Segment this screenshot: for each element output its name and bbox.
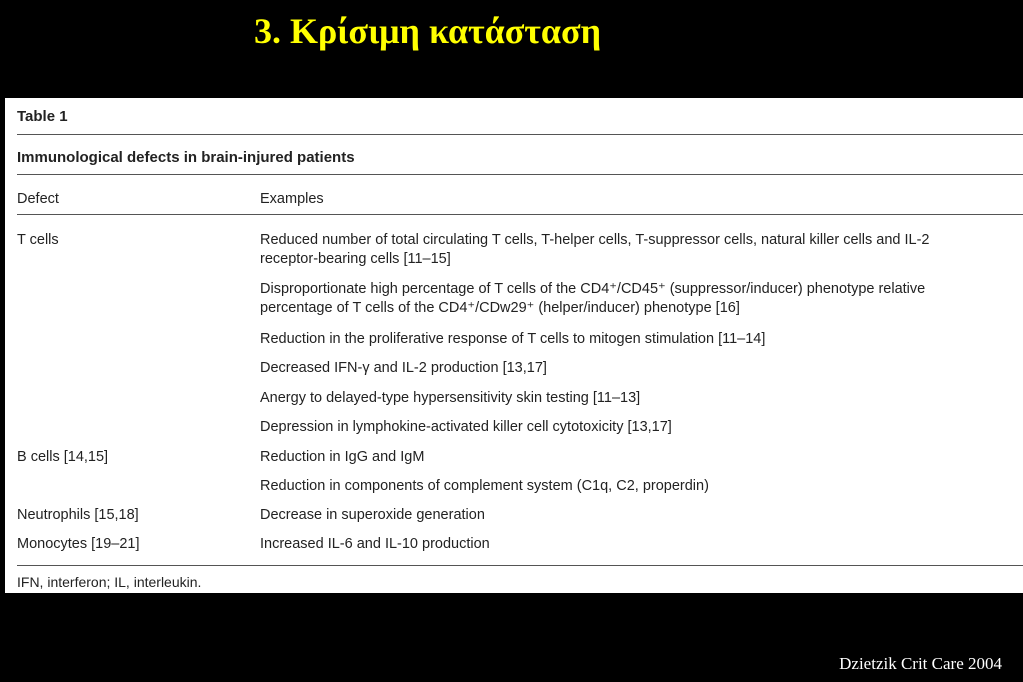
column-header-examples: Examples <box>260 191 324 207</box>
rule-top <box>17 134 1023 135</box>
example-line: Increased IL-6 and IL-10 production <box>260 536 490 552</box>
column-header-defect: Defect <box>17 191 59 207</box>
table-footnote: IFN, interferon; IL, interleukin. <box>17 574 202 590</box>
table-row-example <box>260 359 1023 378</box>
example-line: Depression in lymphokine-activated killer cell cytotoxicity [13,17] <box>260 419 672 435</box>
table-number: Table 1 <box>17 108 68 125</box>
rule-bottom <box>17 565 1023 566</box>
table-row-example <box>260 280 1023 318</box>
table-row-example <box>260 535 1023 554</box>
example-line: Decreased IFN-γ and IL-2 production [13,17] <box>260 360 547 376</box>
table-row-example <box>260 231 1023 269</box>
table-row-example <box>260 389 1023 408</box>
citation: Dzietzik Crit Care 2004 <box>839 654 1002 673</box>
example-line: percentage of T cells of the CD4⁺/CDw29⁺ (helper/inducer) phenotype [16] <box>260 300 740 316</box>
table-row-example <box>260 477 1023 496</box>
rule-under-header <box>17 214 1023 215</box>
table-panel <box>5 98 1023 593</box>
example-line: Decrease in superoxide generation <box>260 507 485 523</box>
example-line: receptor-bearing cells [11–15] <box>260 251 451 267</box>
example-line: Reduced number of total circulating T cells, T-helper cells, T-suppressor cells, natural killer cells and IL-2 <box>260 232 930 248</box>
table-row-defect: Monocytes [19–21] <box>17 536 140 552</box>
table-row-defect: T cells <box>17 232 59 248</box>
example-line: Reduction in components of complement system (C1q, C2, properdin) <box>260 478 709 494</box>
example-line: Anergy to delayed-type hypersensitivity skin testing [11–13] <box>260 390 641 406</box>
example-line: Disproportionate high percentage of T cells of the CD4⁺/CD45⁺ (suppressor/inducer) phenotype relative <box>260 281 926 297</box>
slide-title: 3. Κρίσιμη κατάσταση <box>253 11 602 51</box>
table-row-example <box>260 330 1023 349</box>
table-row-example <box>260 448 1023 467</box>
example-line: Reduction in IgG and IgM <box>260 449 425 465</box>
table-row-example <box>260 418 1023 437</box>
table-row-defect: B cells [14,15] <box>17 449 109 465</box>
table-title: Immunological defects in brain-injured patients <box>17 149 355 166</box>
example-line: Reduction in the proliferative response of T cells to mitogen stimulation [11–14] <box>260 331 766 347</box>
rule-under-title <box>17 174 1023 175</box>
table-row-defect: Neutrophils [15,18] <box>17 507 139 523</box>
table-row-example <box>260 506 1023 525</box>
